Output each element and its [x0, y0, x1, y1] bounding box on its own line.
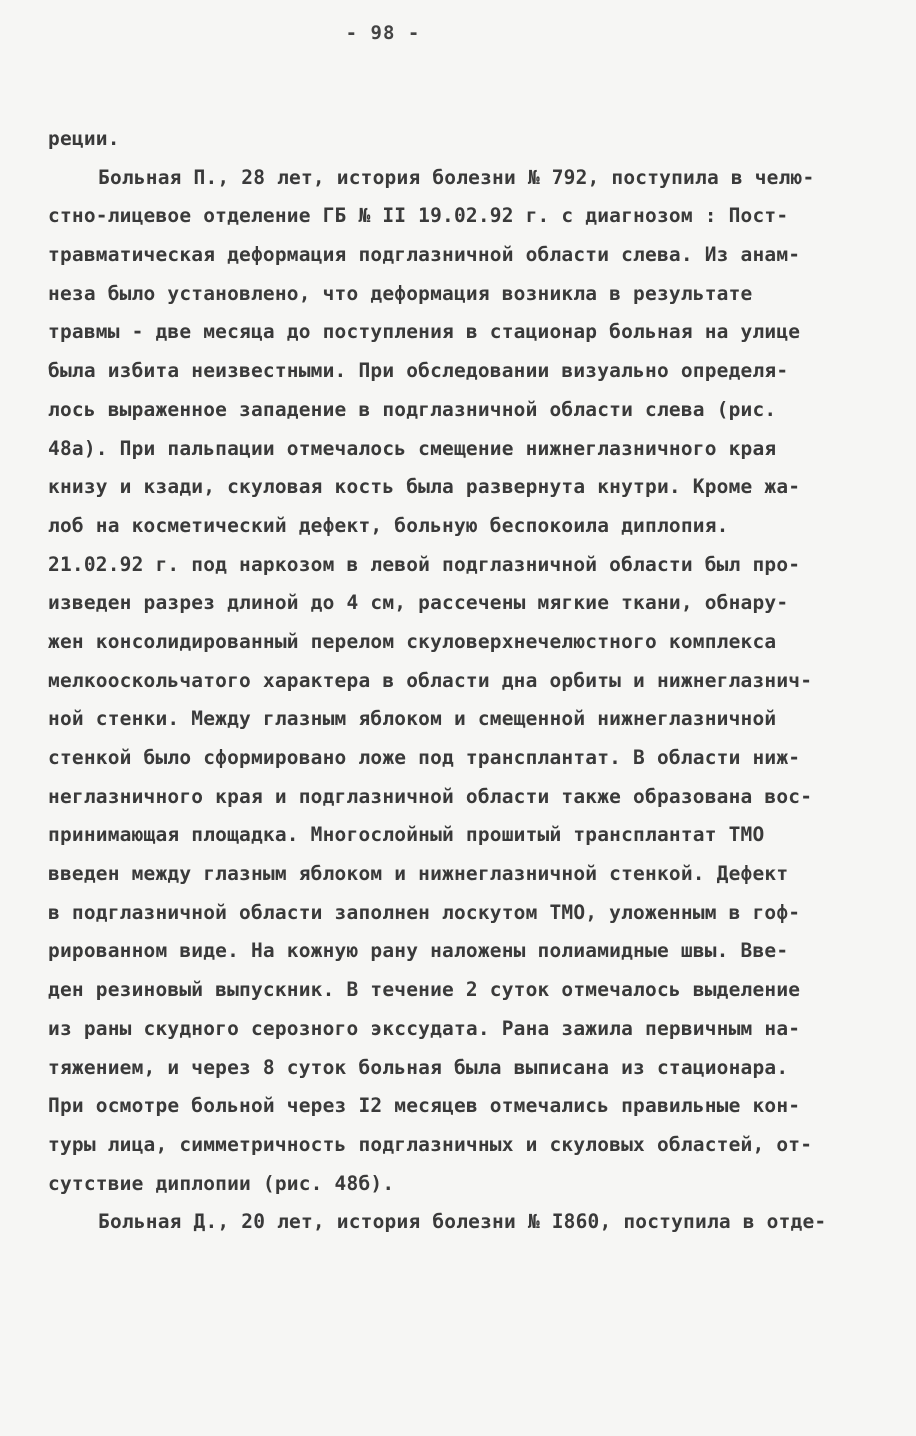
- text-line: стенкой было сформировано ложе под трансплантат. В области ниж-: [48, 746, 801, 769]
- text-line: травматическая деформация подглазничной области слева. Из анам-: [48, 243, 801, 267]
- text-line: неглазничного края и подглазничной области также образована вос-: [48, 784, 813, 808]
- text-line: введен между глазным яблоком и нижнеглазничной стенкой. Дефект: [48, 862, 789, 886]
- text-line: ден резиновый выпускник. В течение 2 суток отмечалось выделение: [48, 978, 801, 1002]
- text-line: изведен разрез длиной до 4 см, рассечены мягкие ткани, обнару-: [48, 591, 789, 615]
- text-line: реции.: [48, 127, 120, 150]
- text-line: сутствие диплопии (рис. 48б).: [48, 1171, 395, 1195]
- text-line: книзу и кзади, скуловая кость была развернута кнутри. Кроме жа-: [48, 475, 801, 499]
- text-line: При осмотре больной через I2 месяцев отмечались правильные кон-: [48, 1094, 801, 1118]
- text-line: из раны скудного серозного экссудата. Рана зажила первичным на-: [48, 1016, 801, 1040]
- page-number: - 98 -: [345, 22, 421, 44]
- text-line: 21.02.92 г. под наркозом в левой подглазничной области был про-: [48, 552, 801, 576]
- body-text: [48, 120, 878, 1242]
- text-line: принимающая площадка. Многослойный прошитый трансплантат ТМО: [48, 823, 765, 847]
- text-line: жен консолидированный перелом скуловерхнечелюстного комплекса: [48, 629, 777, 653]
- text-line: неза было установлено, что деформация возникла в результате: [48, 281, 753, 305]
- text-line: травмы - две месяца до поступления в стационар больная на улице: [48, 320, 801, 344]
- text-line: рированном виде. На кожную рану наложены полиамидные швы. Вве-: [48, 939, 789, 963]
- text-line: лоб на косметический дефект, больную беспокоила диплопия.: [48, 513, 729, 537]
- text-line: стно-лицевое отделение ГБ № II 19.02.92 г. с диагнозом : Пост-: [48, 204, 789, 228]
- text-line: мелкооскольчатого характера в области дна орбиты и нижнеглазнич-: [48, 668, 813, 692]
- text-line: лось выраженное западение в подглазничной области слева (рис.: [48, 397, 777, 421]
- text-line: тяжением, и через 8 суток больная была выписана из стационара.: [48, 1055, 789, 1079]
- text-line: туры лица, симметричность подглазничных и скуловых областей, от-: [48, 1132, 813, 1156]
- text-line: в подглазничной области заполнен лоскутом ТМО, уложенным в гоф-: [48, 900, 801, 924]
- text-line: Больная Д., 20 лет, история болезни № I860, поступила в отде-: [98, 1210, 827, 1234]
- text-line: ной стенки. Между глазным яблоком и смещенной нижнеглазничной: [48, 707, 777, 731]
- text-line: Больная П., 28 лет, история болезни № 792, поступила в челю-: [98, 165, 815, 189]
- text-line: 48а). При пальпации отмечалось смещение нижнеглазничного края: [48, 436, 777, 460]
- text-line: была избита неизвестными. При обследовании визуально определя-: [48, 359, 789, 383]
